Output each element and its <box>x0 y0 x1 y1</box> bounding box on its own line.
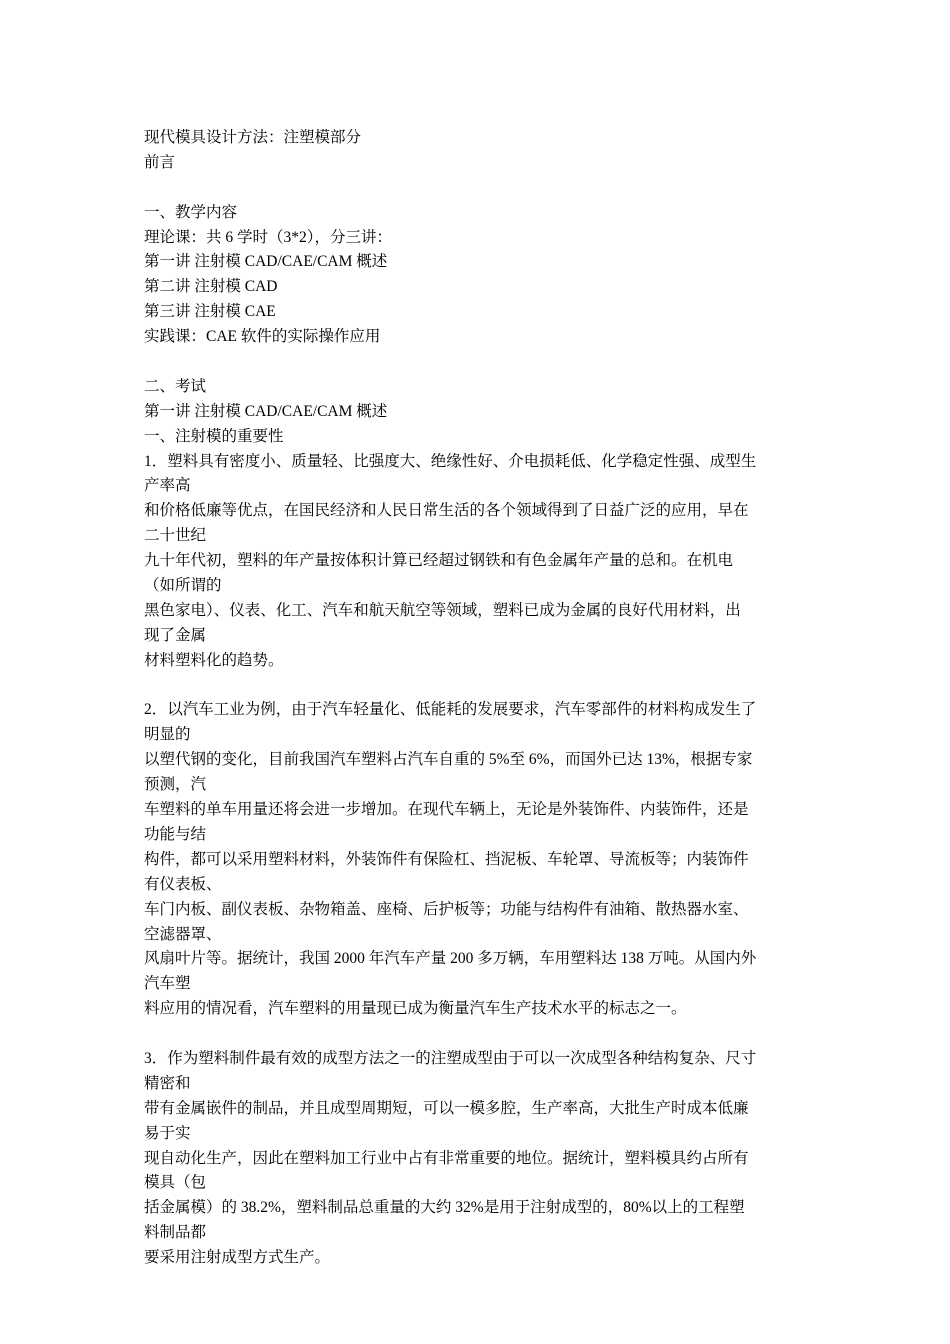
paragraph-line: 车门内板、副仪表板、杂物箱盖、座椅、后护板等；功能与结构件有油箱、散热器水室、 <box>144 900 749 918</box>
blank-line <box>144 176 810 201</box>
paragraph-line: 精密和 <box>144 1074 191 1092</box>
paragraph-line: 料制品都 <box>144 1224 207 1242</box>
document-title: 现代模具设计方法：注塑模部分 <box>144 129 362 146</box>
subsection-heading: 一、注射模的重要性 <box>144 427 284 445</box>
paragraph-line: 构件，都可以采用塑料材料，外装饰件有保险杠、挡泥板、车轮罩、导流板等；内装饰件 <box>144 850 749 868</box>
preface-heading: 前言 <box>144 153 176 171</box>
paragraph-line: 预测，汽 <box>144 776 207 794</box>
paragraph-line: 空滤器罩、 <box>144 925 222 943</box>
blank-line <box>144 350 810 375</box>
paragraph-line: 括金属模）的 38.2%，塑料制品总重量的大约 32%是用于注射成型的，80%以上的工程塑 <box>144 1199 745 1217</box>
section-heading-exam: 二、考试 <box>144 377 207 395</box>
paragraph-line: 1．塑料具有密度小、质量轻、比强度大、绝缘性好、介电损耗低、化学稳定性强、成型生 <box>144 452 757 470</box>
paragraph-2 <box>144 698 810 1022</box>
paragraph-line: 有仪表板、 <box>144 875 222 893</box>
paragraph-line: 功能与结 <box>144 825 207 843</box>
paragraph-line: 黑色家电）、仪表、化工、汽车和航天航空等领域，塑料已成为金属的良好代用材料，出 <box>144 601 741 619</box>
paragraph-line: 料应用的情况看，汽车塑料的用量现已成为衡量汽车生产技术水平的标志之一。 <box>144 1000 687 1018</box>
paragraph-line: 3．作为塑料制件最有效的成型方法之一的注塑成型由于可以一次成型各种结构复杂、尺寸 <box>144 1049 757 1067</box>
document-page <box>144 126 810 1271</box>
paragraph-line: 现了金属 <box>144 626 207 644</box>
paragraph-line: 明显的 <box>144 726 191 744</box>
paragraph-line: 二十世纪 <box>144 527 207 545</box>
paragraph-line: 和价格低廉等优点，在国民经济和人民日常生活的各个领域得到了日益广泛的应用，早在 <box>144 502 749 520</box>
paragraph-line: 易于实 <box>144 1124 191 1142</box>
teaching-line: 第二讲 注射模 CAD <box>144 278 278 296</box>
paragraph-line: 九十年代初，塑料的年产量按体积计算已经超过钢铁和有色金属年产量的总和。在机电 <box>144 552 734 570</box>
blank-line <box>144 674 810 699</box>
paragraph-line: 带有金属嵌件的制品，并且成型周期短，可以一模多腔，生产率高，大批生产时成本低廉 <box>144 1099 749 1117</box>
section-heading-teaching: 一、教学内容 <box>144 203 238 221</box>
paragraph-line: （如所谓的 <box>144 577 222 595</box>
teaching-line: 理论课：共 6 学时（3*2），分三讲： <box>144 228 393 246</box>
paragraph-line: 2．以汽车工业为例，由于汽车轻量化、低能耗的发展要求，汽车零部件的材料构成发生了 <box>144 701 757 719</box>
blank-line <box>144 1022 810 1047</box>
teaching-line: 实践课：CAE 软件的实际操作应用 <box>144 328 381 346</box>
paragraph-line: 风扇叶片等。据统计，我国 2000 年汽车产量 200 多万辆，车用塑料达 138 万吨。从国内外 <box>144 950 757 968</box>
teaching-line: 第一讲 注射模 CAD/CAE/CAM 概述 <box>144 253 388 271</box>
paragraph-line: 现自动化生产，因此在塑料加工行业中占有非常重要的地位。据统计，塑料模具约占所有 <box>144 1149 749 1167</box>
paragraph-3 <box>144 1047 810 1271</box>
paragraph-1 <box>144 450 810 674</box>
paragraph-line: 车塑料的单车用量还将会进一步增加。在现代车辆上，无论是外装饰件、内装饰件，还是 <box>144 801 749 819</box>
paragraph-line: 以塑代钢的变化，目前我国汽车塑料占汽车自重的 5%至 6%，而国外已达 13%，根据专家 <box>144 751 753 769</box>
paragraph-line: 材料塑料化的趋势。 <box>144 651 284 669</box>
teaching-line: 第三讲 注射模 CAE <box>144 303 276 321</box>
paragraph-line: 要采用注射成型方式生产。 <box>144 1249 331 1267</box>
paragraph-line: 产率高 <box>144 477 191 495</box>
lecture-title: 第一讲 注射模 CAD/CAE/CAM 概述 <box>144 402 388 420</box>
paragraph-line: 汽车塑 <box>144 975 191 993</box>
paragraph-line: 模具（包 <box>144 1174 207 1192</box>
